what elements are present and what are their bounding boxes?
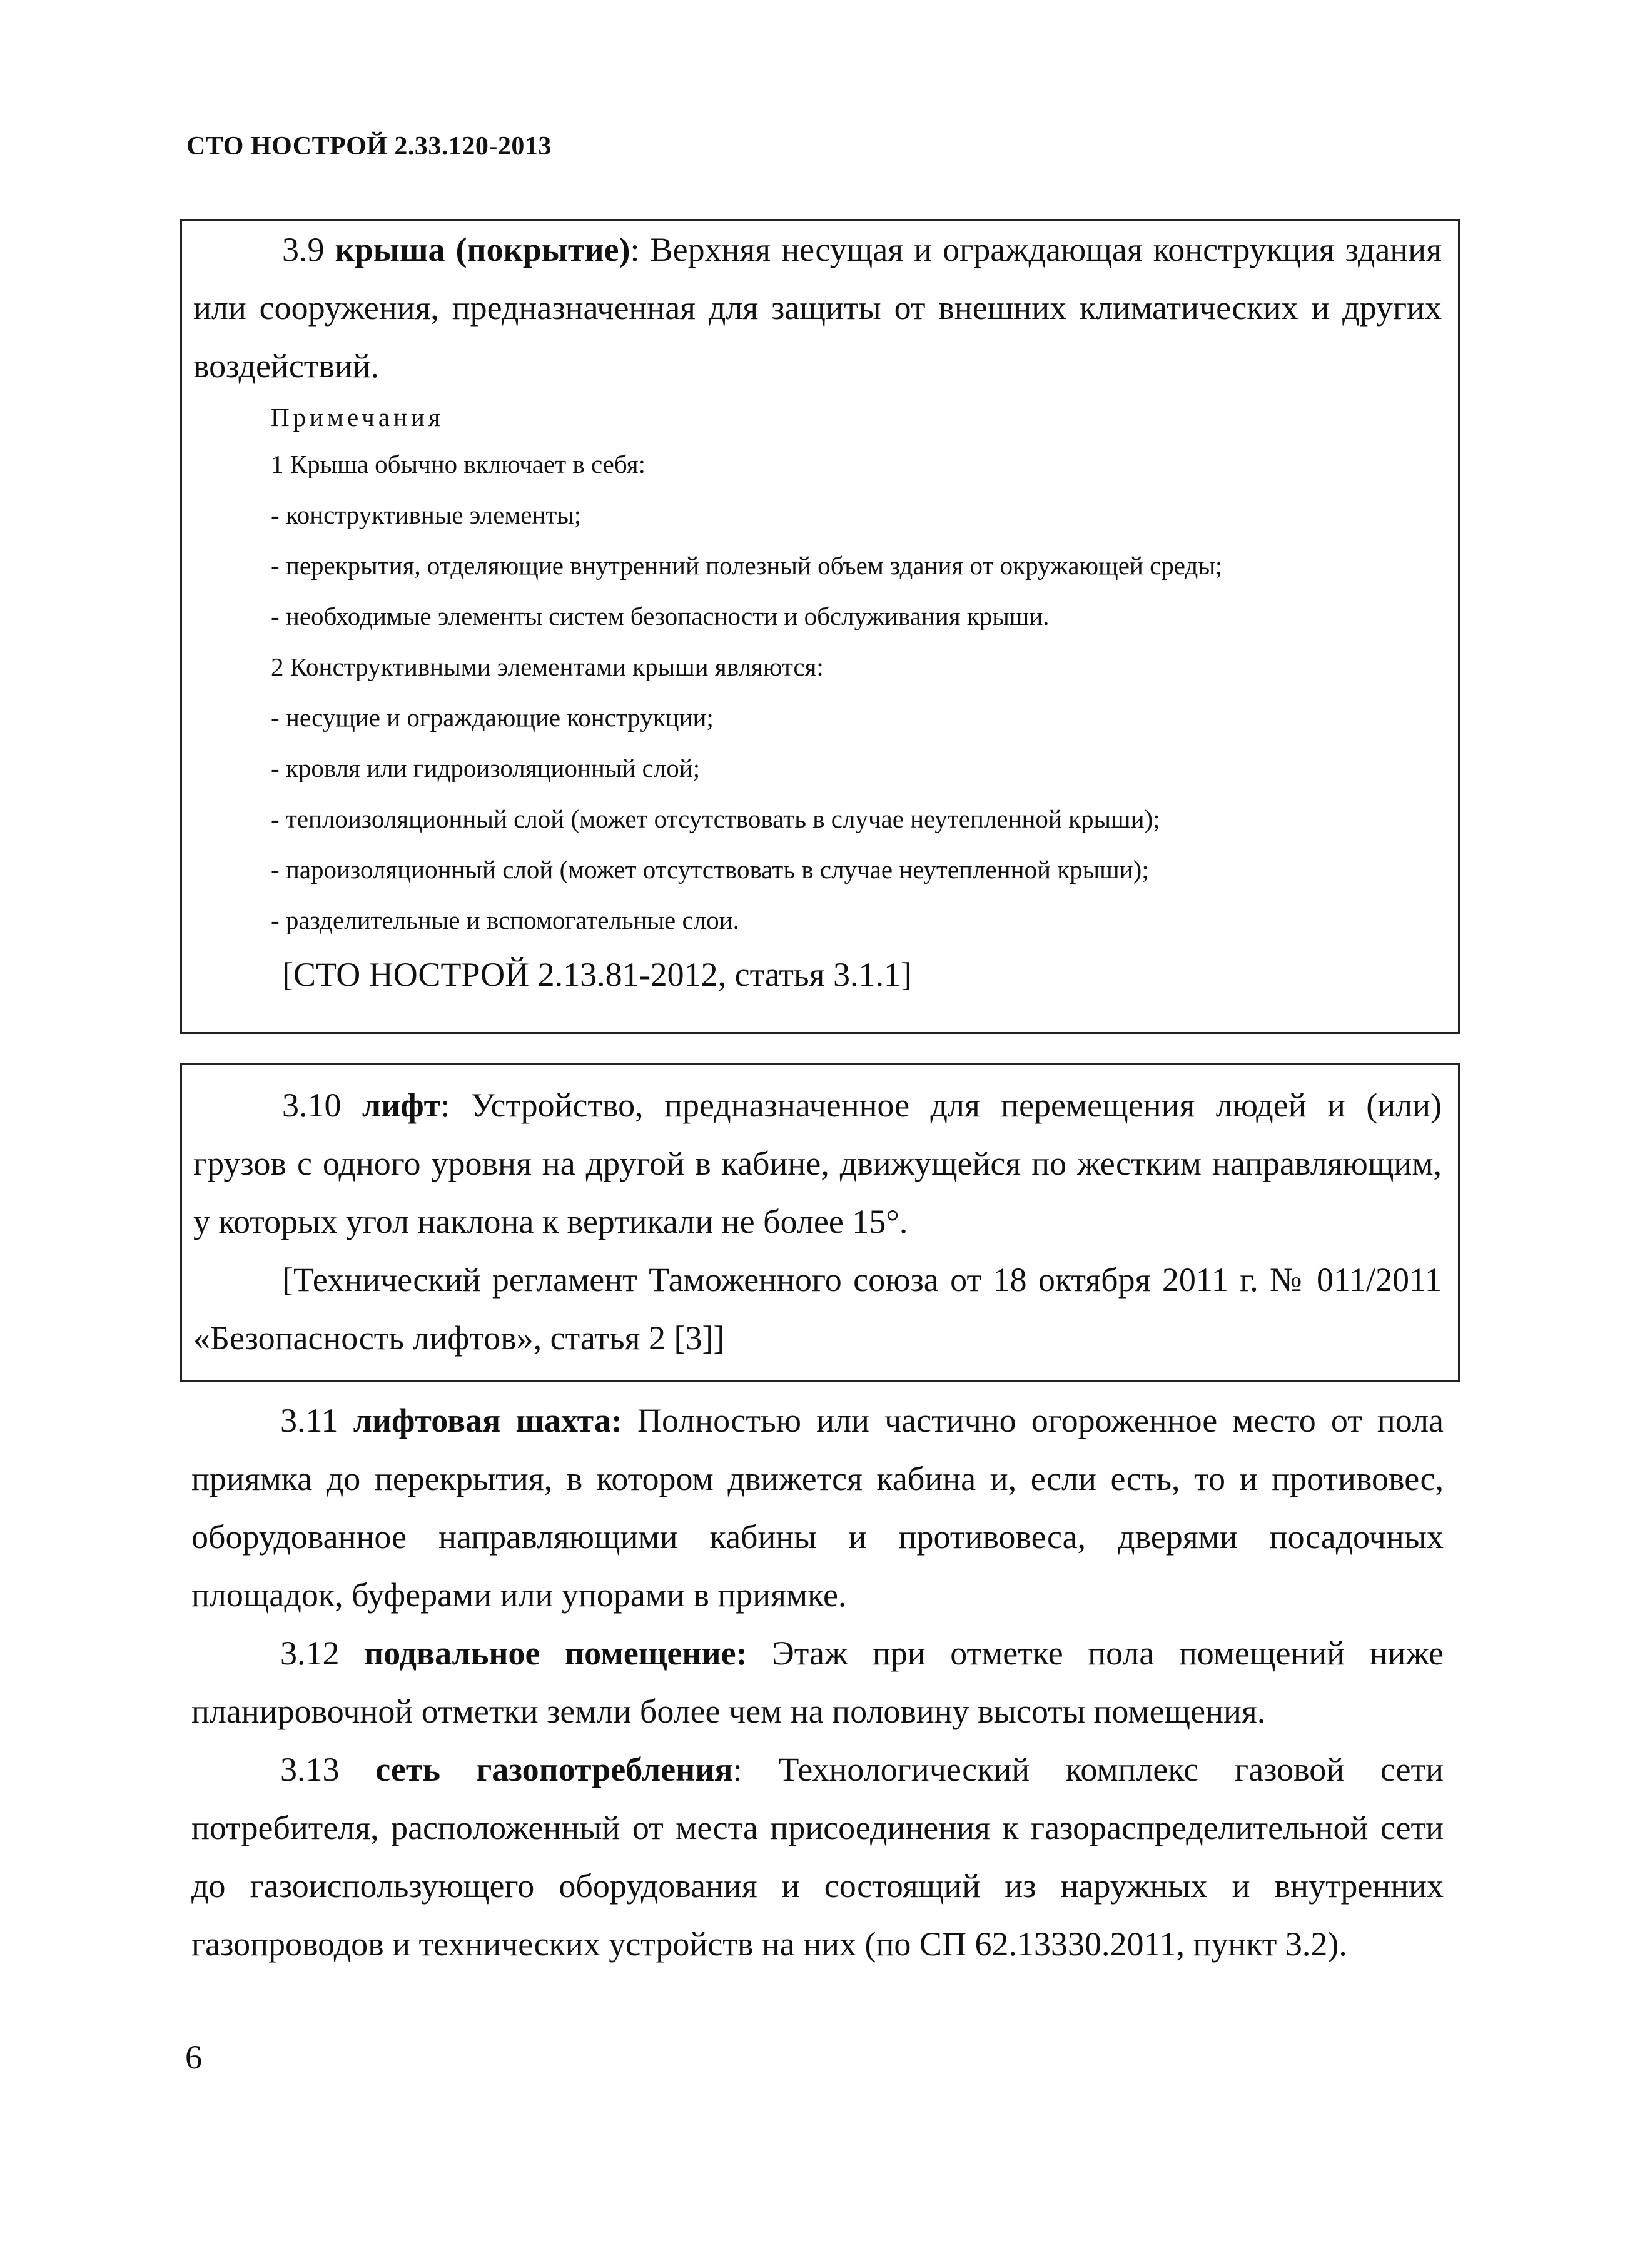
note-line: - необходимые элементы систем безопасности и обслуживания крыши. [271,602,1050,630]
page-number: 6 [185,2038,202,2076]
term-title: лифтовая шахта: [353,1402,622,1439]
term-definition: : Верхняя несущая и ограждающая конструкция здания или сооружения, предназначенная для защиты от внешних климатических и других воздействий. [193,231,1442,385]
notes-title: Примечания [271,403,444,432]
term-3-9-box [180,219,1460,1034]
note-line: - конструктивные элементы; [271,500,582,529]
term-title: лифт [362,1086,441,1124]
note-line: - кровля или гидроизоляционный слой; [271,754,701,782]
term-number: 3.11 [280,1402,353,1439]
term-3-10-paragraph [193,1076,1442,1251]
term-number: 3.9 [282,231,335,268]
term-number: 3.10 [282,1086,362,1124]
term-definition: : Устройство, предназначенное для перемещения людей и (или) грузов с одного уровня на другой в кабине, движущейся по жестким направляющим, у которых угол наклона к вертикали не более 15°. [193,1086,1442,1240]
body-text [191,1392,1444,1973]
term-title: сеть газопотребления [375,1751,733,1788]
term-number: 3.13 [280,1751,376,1788]
note-line: - теплоизоляционный слой (может отсутствовать в случае неутепленной крыши); [271,804,1160,833]
note-line: - перекрытия, отделяющие внутренний полезный объем здания от окружающей среды; [271,551,1223,580]
term-title: подвальное помещение: [364,1634,747,1672]
note-line: - разделительные и вспомогательные слои. [271,906,739,934]
term-3-10-box [180,1063,1460,1382]
term-definition: : Технологический комплекс газовой сети потребителя, расположенный от места присоединения к газораспределительной сети до газоиспользующего оборудования и состоящий из наружных и внутренних газопроводов и технических устройств на них (по СП 62.13330.2011, пункт 3.2). [191,1751,1444,1963]
term-title: крыша (покрытие) [335,231,630,268]
notes-block [271,395,1442,946]
term-definition: Полностью или частично огороженное место от пола приямка до перекрытия, в котором движется кабина и, если есть, то и противовес, оборудованное направляющими кабины и противовеса, дверями посадочных площадок, буферами или упорами в приямке. [191,1402,1444,1614]
note-line: 1 Крыша обычно включает в себя: [271,450,645,478]
note-line: - пароизоляционный слой (может отсутствовать в случае неутепленной крыши); [271,855,1149,884]
term-3-12-paragraph [191,1624,1444,1741]
note-line: 2 Конструктивными элементами крыши являются: [271,652,824,681]
note-line: - несущие и ограждающие конструкции; [271,703,714,732]
term-3-13-paragraph [191,1741,1444,1973]
term-3-9-reference: [СТО НОСТРОЙ 2.13.81-2012, статья 3.1.1] [282,956,912,993]
term-number: 3.12 [280,1634,365,1672]
document-header: СТО НОСТРОЙ 2.33.120-2013 [186,132,552,161]
term-3-10-reference: [Технический регламент Таможенного союза от 18 октября 2011 г. № 011/2011 «Безопасность лифтов», статья 2 [3]] [193,1261,1442,1357]
term-3-9-paragraph [193,221,1442,395]
term-definition: Этаж при отметке пола помещений ниже планировочной отметки земли более чем на половину высоты помещения. [191,1634,1444,1730]
term-3-11-paragraph [191,1392,1444,1624]
